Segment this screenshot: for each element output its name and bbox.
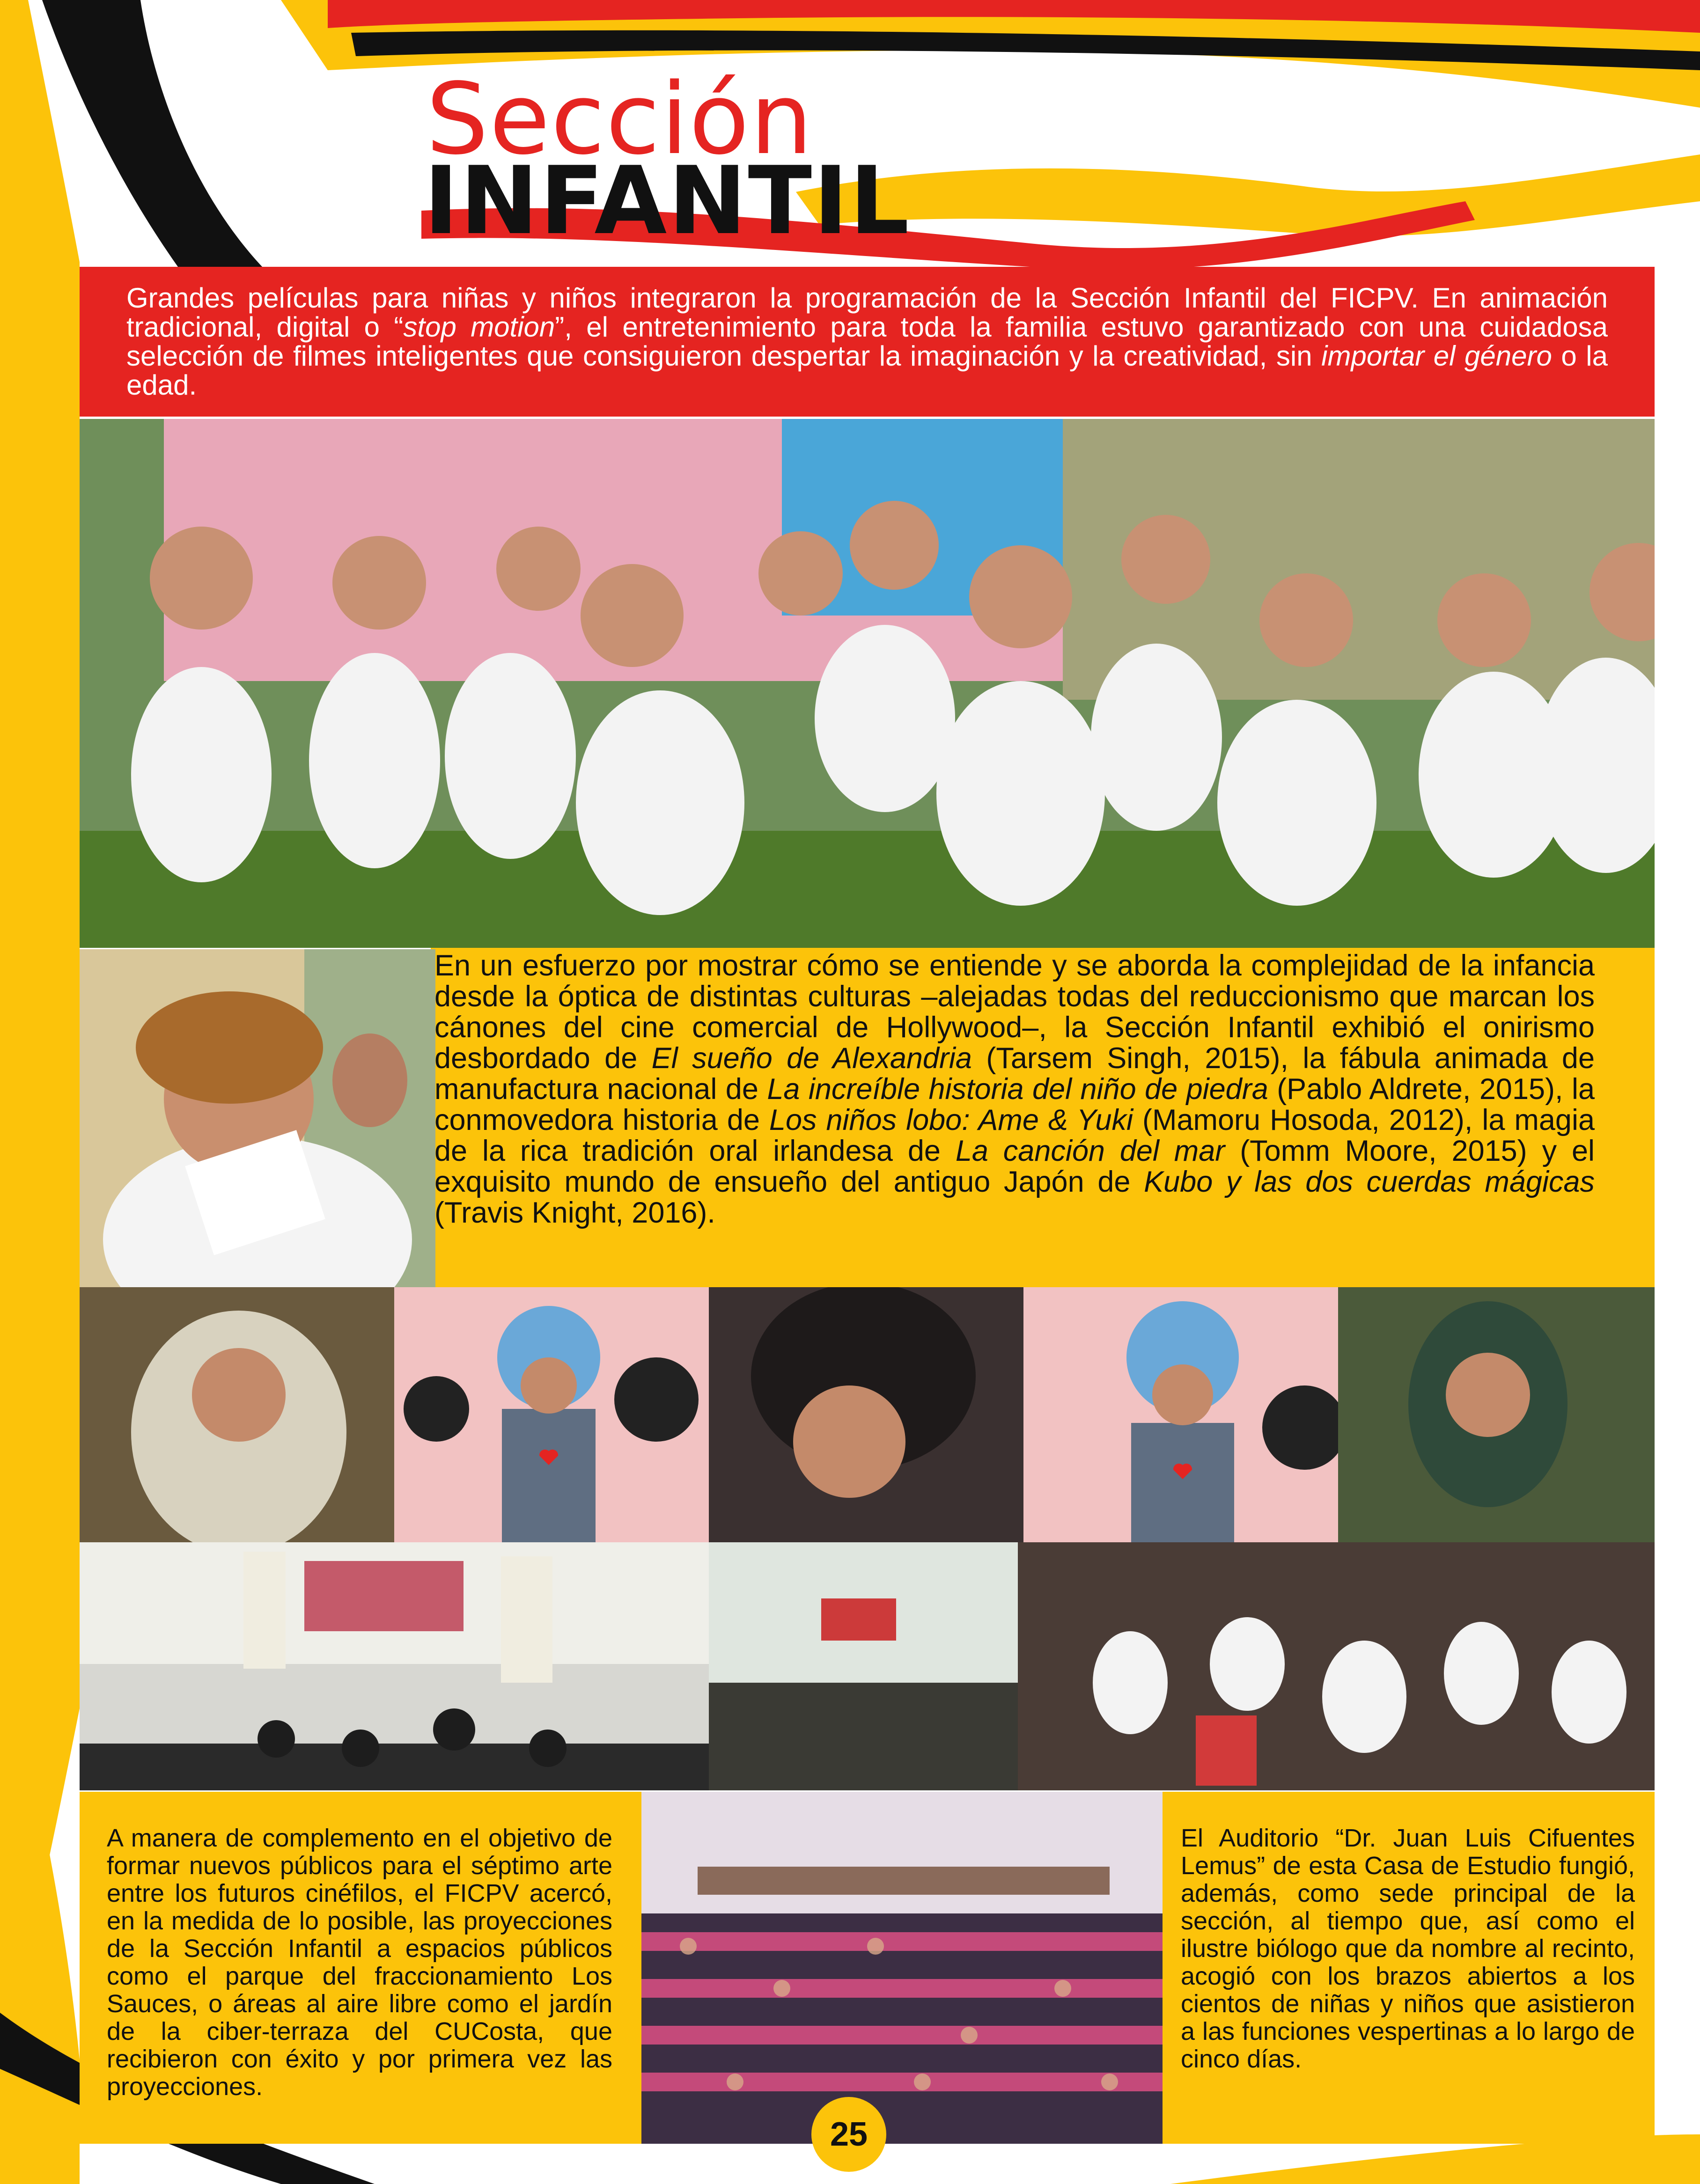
section-title-line2: INFANTIL bbox=[424, 147, 911, 256]
photobooth-photo-1 bbox=[80, 1287, 394, 1542]
photobooth-photo-3 bbox=[709, 1287, 1023, 1542]
left-paragraph: A manera de complemento en el objetivo de formar nuevos públicos para el séptimo arte entre los futuros cinéfilos, el FICPV acercó, en la medida de lo posible, las proyecciones de la Sección Infantil a espacios públicos como el parque del fraccionamiento Los Sauces, o áreas al aire libre como el jardín de la ciber-terraza del CUCosta, que recibieron con éxito y por primera vez las proyecciones. bbox=[107, 1824, 612, 2101]
mid-text-4: (Mamoru Hosoda, 2012), la magia de la rica tradición oral irlandesa de bbox=[434, 1104, 1595, 1167]
film-title-1: El sueño de Alexandria bbox=[651, 1042, 972, 1075]
intro-text-3: o la edad. bbox=[126, 340, 1608, 401]
intro-paragraph bbox=[80, 267, 1655, 417]
film-title-4: La canción del mar bbox=[955, 1135, 1225, 1167]
intro-text-2: ”, el entretenimiento para toda la familia estuvo garantizado con una cuidadosa selección de filmes inteligentes que consiguieron despertar la imaginación y la creatividad, sin bbox=[126, 311, 1608, 372]
mid-text-5: (Tomm Moore, 2015) y el exquisito mundo de ensueño del antiguo Japón de bbox=[434, 1135, 1595, 1198]
outdoor-screening-garden-photo bbox=[709, 1542, 1655, 1790]
right-paragraph: El Auditorio “Dr. Juan Luis Cifuentes Lemus” de esta Casa de Estudio fungió, además, como sede principal de la sección, al tiempo que, así como el ilustre biólogo que da nombre al recinto, acogió con los brazos abiertos a los cientos de niñas y niños que asistieron a las funciones vespertinas a lo largo de cinco días. bbox=[1181, 1824, 1635, 2073]
photobooth-photo-5 bbox=[1338, 1287, 1655, 1542]
intro-italic-2: importar el género bbox=[1321, 340, 1552, 372]
section-title-line1: Sección bbox=[426, 62, 814, 176]
photobooth-photo-4 bbox=[1023, 1287, 1338, 1542]
middle-paragraph bbox=[434, 950, 1595, 1228]
mid-text-2: (Tarsem Singh, 2015), la fábula animada de manufactura nacional de bbox=[434, 1042, 1595, 1106]
photobooth-photo-2 bbox=[394, 1287, 709, 1542]
mid-text-6: (Travis Knight, 2016). bbox=[434, 1196, 715, 1229]
film-title-2: La increíble historia del niño de piedra bbox=[767, 1073, 1268, 1106]
intro-text-1: Grandes películas para niñas y niños integraron la programación de la Sección Infantil del FICPV. En animación tradicional, digital o “ bbox=[126, 282, 1608, 343]
children-group-photo bbox=[80, 419, 1655, 948]
auditorium-photo bbox=[641, 1792, 1163, 2144]
boy-photo bbox=[80, 949, 435, 1287]
outdoor-screening-park-photo bbox=[80, 1542, 709, 1790]
page-number: 25 bbox=[811, 2097, 886, 2172]
film-title-5: Kubo y las dos cuerdas mágicas bbox=[1144, 1165, 1595, 1198]
intro-italic-1: stop motion bbox=[403, 311, 555, 343]
mid-text-3: (Pablo Aldrete, 2015), la conmovedora historia de bbox=[434, 1073, 1595, 1136]
film-title-3: Los niños lobo: Ame & Yuki bbox=[769, 1104, 1133, 1136]
mid-text-1: En un esfuerzo por mostrar cómo se entiende y se aborda la complejidad de la infancia desde la óptica de distintas culturas –alejadas todas del reduccionismo que marcan los cánones del cine comercial de Hollywood–, la Sección Infantil exhibió el onirismo desbordado de bbox=[434, 949, 1595, 1075]
